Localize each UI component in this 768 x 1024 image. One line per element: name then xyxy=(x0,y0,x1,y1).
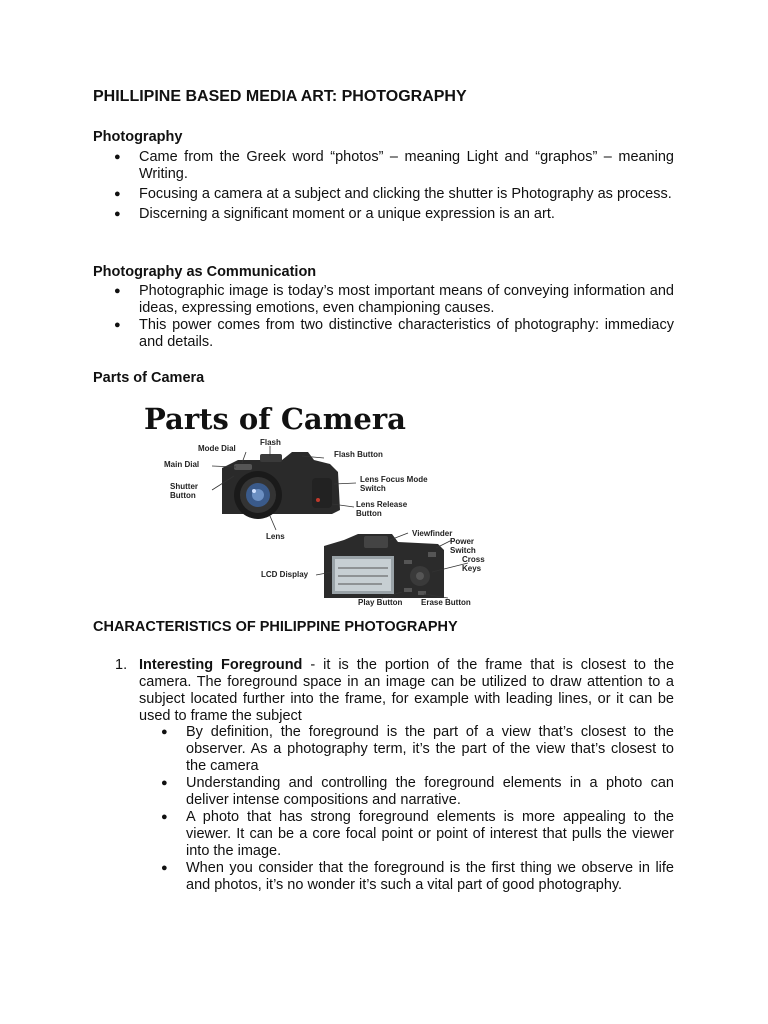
label-mode-dial: Mode Dial xyxy=(198,444,236,453)
numbered-item-1 xyxy=(115,657,674,725)
camera-illustration xyxy=(142,400,502,610)
list-item: ● A photo that has strong foreground elements is more appealing to the viewer. It can be a core focal point or point of interest that pulls the viewer into the image. xyxy=(161,809,674,860)
label-viewfinder: Viewfinder xyxy=(412,529,453,538)
label-play-button: Play Button xyxy=(358,598,403,607)
label-flash-button: Flash Button xyxy=(334,450,383,459)
label-flash: Flash xyxy=(260,438,281,447)
list-item: ● When you consider that the foreground is the first thing we observe in life and photos, it’s no wonder it’s such a vital part of good photography. xyxy=(161,860,674,894)
list-item: ● Focusing a camera at a subject and clicking the shutter is Photography as process. xyxy=(114,186,674,203)
heading-parts-of-camera: Parts of Camera xyxy=(93,370,205,386)
list-item: ● Photographic image is today’s most important means of conveying information and ideas, expressing emotions, even championing causes. xyxy=(114,283,674,317)
list-item: ● Understanding and controlling the foreground elements in a photo can deliver intense compositions and narrative. xyxy=(161,775,674,809)
list-item: ● Came from the Greek word “photos” – meaning Light and “graphos” – meaning Writing. xyxy=(114,149,674,183)
communication-bullets xyxy=(114,283,674,351)
label-lens-release-button: Lens Release Button xyxy=(356,500,408,518)
heading-photography: Photography xyxy=(93,129,183,145)
camera-back-icon xyxy=(324,534,444,598)
list-item: ● This power comes from two distinctive characteristics of photography: immediacy and details. xyxy=(114,317,674,351)
figure-title: Parts of Camera xyxy=(144,402,406,436)
camera-parts-figure xyxy=(142,400,502,610)
item-body xyxy=(115,657,674,725)
list-item: ● By definition, the foreground is the part of a view that’s closest to the observer. As a photography term, it’s the part of the view that’s closest to the camera xyxy=(161,724,674,775)
label-lens-focus-mode-switch: Lens Focus Mode Switch xyxy=(360,475,428,493)
heading-communication: Photography as Communication xyxy=(93,264,317,280)
label-power-switch: Power Switch xyxy=(450,537,476,555)
foreground-sub-bullets xyxy=(161,724,674,894)
photography-bullets xyxy=(114,149,674,223)
heading-characteristics: CHARACTERISTICS OF PHILIPPINE PHOTOGRAPHY xyxy=(93,619,458,635)
list-item: ● Discerning a significant moment or a unique expression is an art. xyxy=(114,206,674,223)
label-cross-keys: Cross Keys xyxy=(462,555,485,573)
label-lcd-display: LCD Display xyxy=(261,570,309,579)
label-erase-button: Erase Button xyxy=(421,598,471,607)
item-number: 1. xyxy=(115,657,128,673)
label-lens: Lens xyxy=(266,532,285,541)
document-title: PHILLIPINE BASED MEDIA ART: PHOTOGRAPHY xyxy=(93,88,467,105)
item-text: - it is the portion of the frame that is closest to the camera. The foreground space in an image can be utilized to draw attention to a subject located further into the frame, for example with leading lines, or it can be used to frame the subject xyxy=(139,657,675,724)
label-main-dial: Main Dial xyxy=(164,460,200,469)
item-term: Interesting Foreground xyxy=(139,657,303,673)
camera-front-icon xyxy=(222,452,340,519)
label-shutter-button: Shutter Button xyxy=(170,482,198,500)
